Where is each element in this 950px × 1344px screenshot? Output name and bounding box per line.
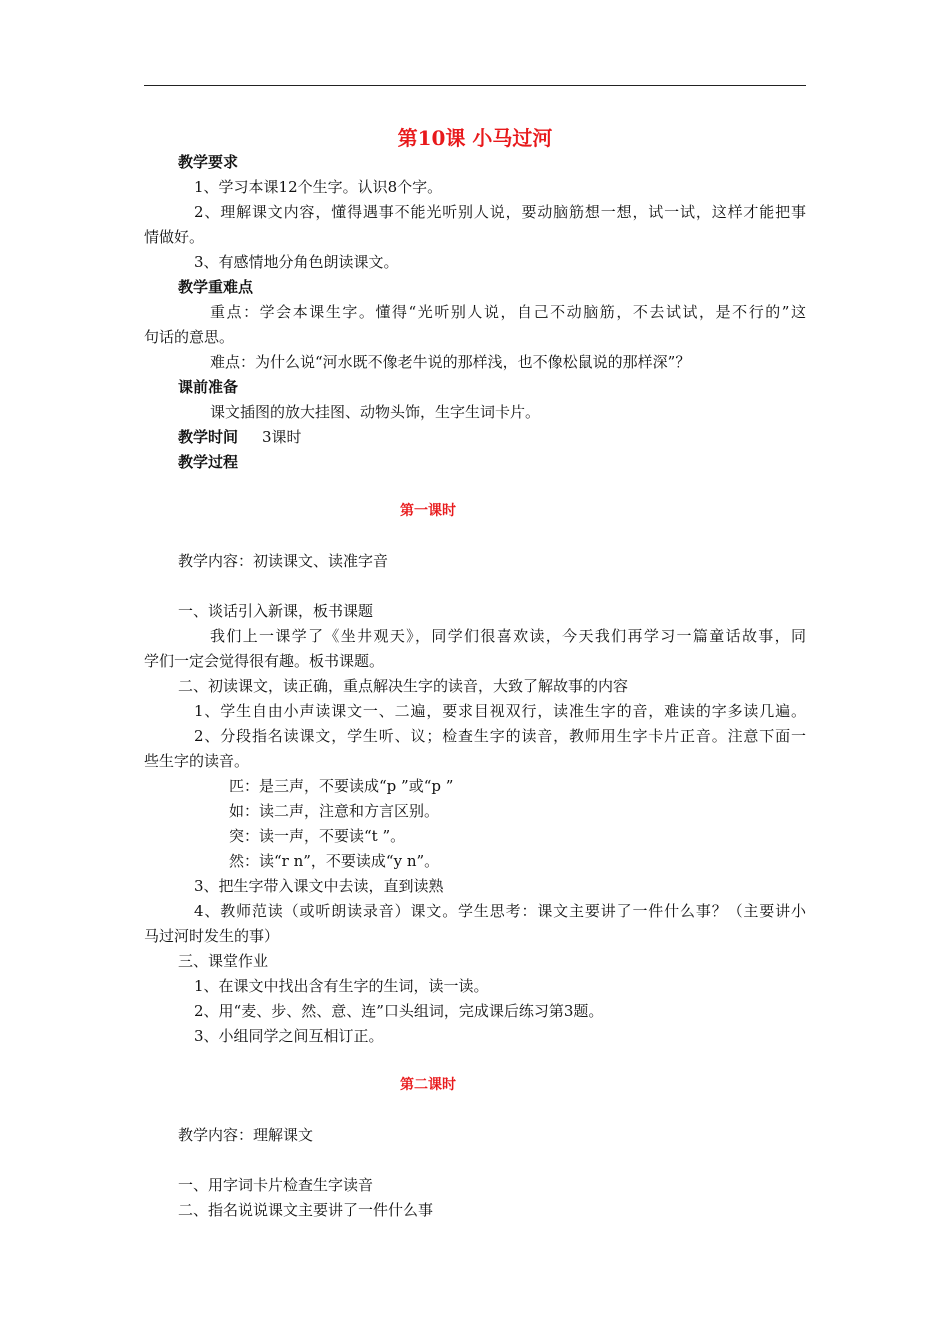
- teaching-process-heading: 教学过程: [178, 453, 239, 471]
- lesson-title: 第10课 小马过河: [397, 126, 553, 150]
- step2-item2-line2: 些生字的读音。: [144, 752, 250, 770]
- character-note-tu: 突：读一声，不要读“t ”。: [229, 827, 406, 845]
- lesson2-title: 第二课时: [400, 1077, 456, 1093]
- step2-item3: 3、把生字带入课文中去读，直到读熟: [194, 877, 444, 895]
- character-note-ru: 如：读二声，注意和方言区别。: [229, 802, 440, 820]
- lesson2-content: 教学内容：理解课文: [178, 1126, 314, 1144]
- step3-item2: 2、用“麦、步、然、意、连”口头组词，完成课后练习第3题。: [194, 1002, 604, 1020]
- step1-paragraph-line1: 我们上一课学了《坐井观天》，同学们很喜欢读，今天我们再学习一篇童话故事，同: [210, 627, 806, 645]
- character-note-ran: 然：读“r n”，不要读成“y n”。: [229, 852, 440, 870]
- step3-heading: 三、课堂作业: [178, 952, 269, 970]
- teaching-time-row: [178, 427, 302, 447]
- requirement-3: 3、有感情地分角色朗读课文。: [194, 253, 399, 271]
- difficult-point: 难点：为什么说“河水既不像老牛说的那样浅，也不像松鼠说的那样深”？: [210, 353, 691, 371]
- step1-heading: 一、谈话引入新课，板书课题: [178, 602, 374, 620]
- requirement-2-line1: 2、理解课文内容，懂得遇事不能光听别人说，要动脑筋想一想，试一试，这样才能把事: [194, 203, 806, 221]
- lesson2-step1: 一、用字词卡片检查生字读音: [178, 1176, 374, 1194]
- key-points-heading: 教学重难点: [178, 278, 254, 296]
- lesson1-content: 教学内容：初读课文、读准字音: [178, 552, 389, 570]
- step2-item4-line2: 马过河时发生的事）: [144, 927, 280, 945]
- header-rule: [144, 85, 806, 86]
- step2-item4-line1: 4、教师范读（或听朗读录音）课文。学生思考：课文主要讲了一件什么事？（主要讲小: [194, 902, 806, 920]
- preparation-text: 课文插图的放大挂图、动物头饰，生字生词卡片。: [210, 403, 541, 421]
- teaching-time-heading: 教学时间: [178, 428, 239, 446]
- preparation-heading: 课前准备: [178, 378, 239, 396]
- step3-item1: 1、在课文中找出含有生字的生词，读一读。: [194, 977, 489, 995]
- step2-item1: 1、学生自由小声读课文一、二遍，要求目视双行，读准生字的音，难读的字多读几遍。: [194, 702, 806, 720]
- teaching-requirements-heading: 教学要求: [178, 153, 239, 171]
- lesson2-step2: 二、指名说说课文主要讲了一件什么事: [178, 1201, 434, 1219]
- lesson1-title: 第一课时: [400, 503, 456, 519]
- step2-item2-line1: 2、分段指名读课文，学生听、议；检查生字的读音，教师用生字卡片正音。注意下面一: [194, 727, 806, 745]
- key-point-line2: 句话的意思。: [144, 328, 235, 346]
- requirement-1: 1、学习本课12个生字。认识8个字。: [194, 178, 443, 196]
- step2-heading: 二、初读课文，读正确，重点解决生字的读音，大致了解故事的内容: [178, 677, 629, 695]
- step3-item3: 3、小组同学之间互相订正。: [194, 1027, 384, 1045]
- teaching-time-value: 3课时: [262, 428, 302, 446]
- character-note-pi: 匹：是三声，不要读成“p ”或“p ”: [229, 777, 454, 795]
- step1-paragraph-line2: 学们一定会觉得很有趣。板书课题。: [144, 652, 385, 670]
- requirement-2-line2: 情做好。: [144, 228, 205, 246]
- key-point-line1: 重点：学会本课生字。懂得“光听别人说，自己不动脑筋，不去试试，是不行的”这: [210, 303, 806, 321]
